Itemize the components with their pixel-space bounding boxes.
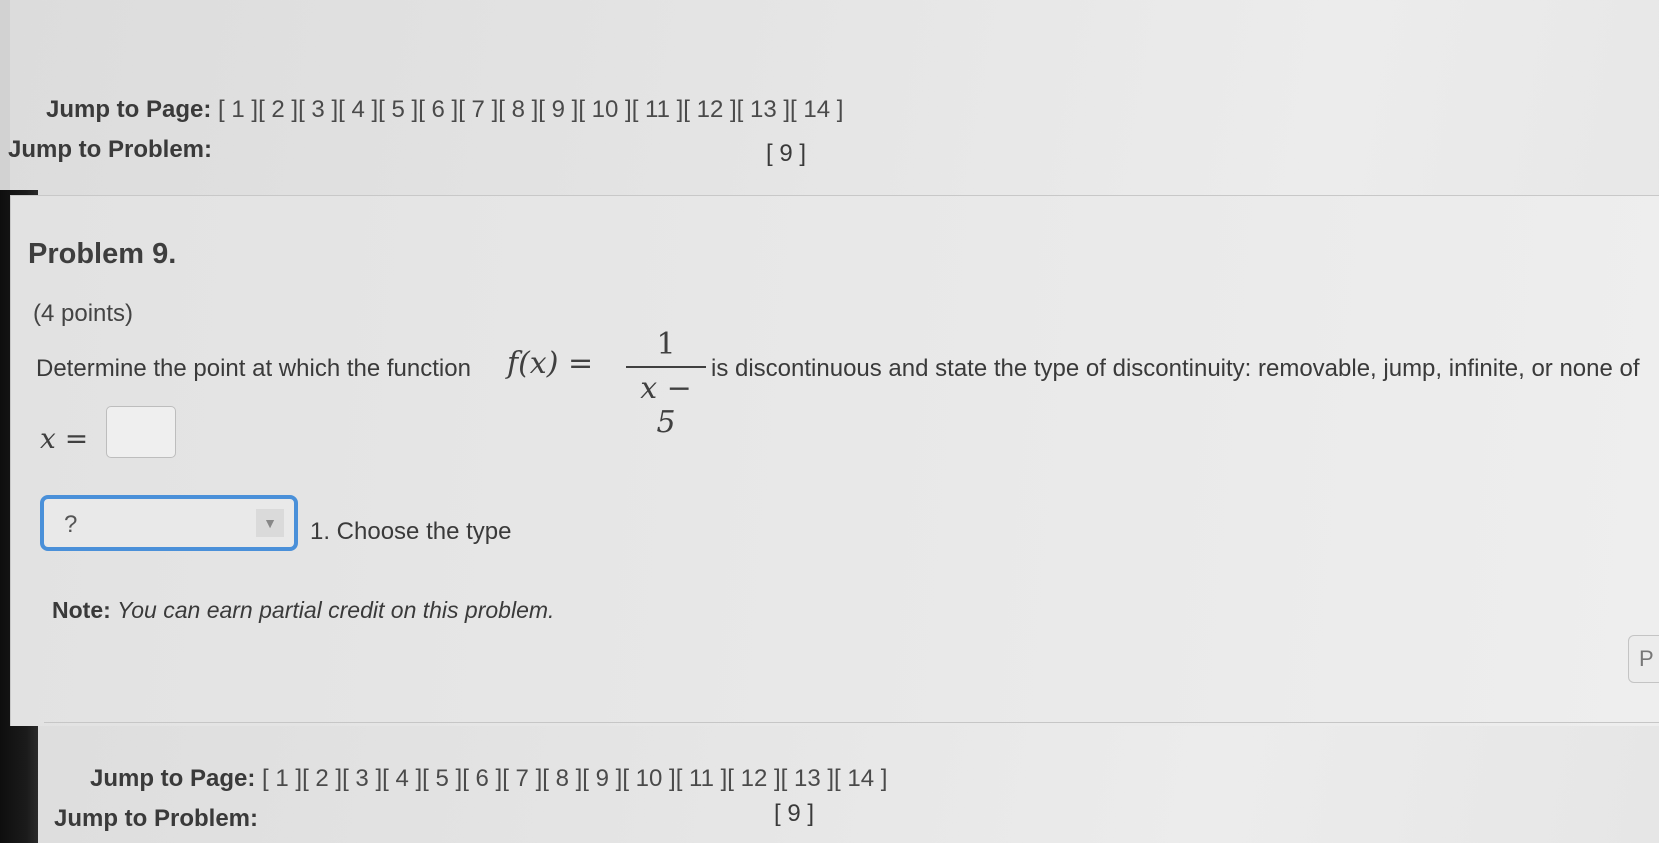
page-link[interactable]: [ 10 ] [622, 765, 676, 792]
page-link[interactable]: [ 6 ] [462, 765, 503, 792]
page-link[interactable]: [ 13 ] [736, 96, 791, 123]
fraction-bar [626, 366, 706, 368]
answer-input[interactable] [106, 406, 176, 458]
problem-panel [10, 195, 1659, 726]
divider [44, 722, 1659, 723]
problem-link-9[interactable]: [ 9 ] [774, 800, 815, 827]
note [52, 597, 554, 624]
function-fraction [626, 328, 706, 440]
jump-to-page-label: Jump to Page: [90, 765, 256, 792]
function-lhs: f(x) = [507, 346, 594, 381]
select-value: ? [64, 511, 78, 538]
discontinuity-type-select[interactable] [40, 495, 298, 551]
problem-statement-start: Determine the point at which the function [36, 355, 471, 382]
page-link[interactable]: [ 3 ] [342, 765, 383, 792]
page-link[interactable]: [ 14 ] [834, 765, 888, 792]
page-link[interactable]: [ 2 ] [258, 96, 299, 123]
note-text: You can earn partial credit on this problem. [117, 597, 555, 623]
page-links [218, 96, 843, 123]
fraction-denominator: x − 5 [640, 371, 692, 440]
page-link[interactable]: [ 14 ] [790, 96, 844, 123]
x-equals-label: x = [40, 422, 89, 455]
page-link[interactable]: [ 5 ] [378, 96, 419, 123]
problem-link-9[interactable]: [ 9 ] [766, 140, 807, 167]
page-link[interactable]: [ 1 ] [262, 765, 303, 792]
page-link[interactable]: [ 8 ] [498, 96, 539, 123]
top-page-nav [46, 96, 843, 124]
page-link[interactable]: [ 4 ] [382, 765, 423, 792]
page-link[interactable]: [ 6 ] [418, 96, 459, 123]
bottom-page-nav [90, 765, 887, 793]
chevron-down-icon: ▼ [256, 509, 284, 537]
note-label: Note: [52, 597, 111, 623]
jump-to-problem-label: Jump to Problem: [8, 136, 213, 163]
page-link[interactable]: [ 11 ] [675, 765, 728, 792]
fraction-numerator: 1 [656, 327, 676, 362]
page-link[interactable]: [ 10 ] [578, 96, 632, 123]
problem-statement-end: is discontinuous and state the type of discontinuity: removable, jump, infinite, or none of [711, 355, 1640, 382]
problem-points: (4 points) [33, 300, 134, 327]
page-link[interactable]: [ 13 ] [780, 765, 835, 792]
page-link[interactable]: [ 3 ] [298, 96, 339, 123]
page-link[interactable]: [ 7 ] [502, 765, 543, 792]
page-link[interactable]: [ 9 ] [582, 765, 623, 792]
jump-to-page-label: Jump to Page: [46, 96, 212, 123]
jump-to-problem-label: Jump to Problem: [54, 805, 259, 832]
preview-button[interactable]: P [1628, 635, 1659, 683]
page-links [262, 765, 887, 792]
page-link[interactable]: [ 12 ] [727, 765, 781, 792]
page-link[interactable]: [ 1 ] [218, 96, 259, 123]
page-link[interactable]: [ 5 ] [422, 765, 463, 792]
select-label: 1. Choose the type [310, 518, 512, 545]
page-link[interactable]: [ 8 ] [542, 765, 583, 792]
problem-title: Problem 9. [28, 238, 177, 270]
page-link[interactable]: [ 4 ] [338, 96, 379, 123]
page-link[interactable]: [ 12 ] [683, 96, 737, 123]
page-link[interactable]: [ 11 ] [631, 96, 684, 123]
page-link[interactable]: [ 7 ] [458, 96, 499, 123]
page-link[interactable]: [ 2 ] [302, 765, 343, 792]
page-link[interactable]: [ 9 ] [538, 96, 579, 123]
